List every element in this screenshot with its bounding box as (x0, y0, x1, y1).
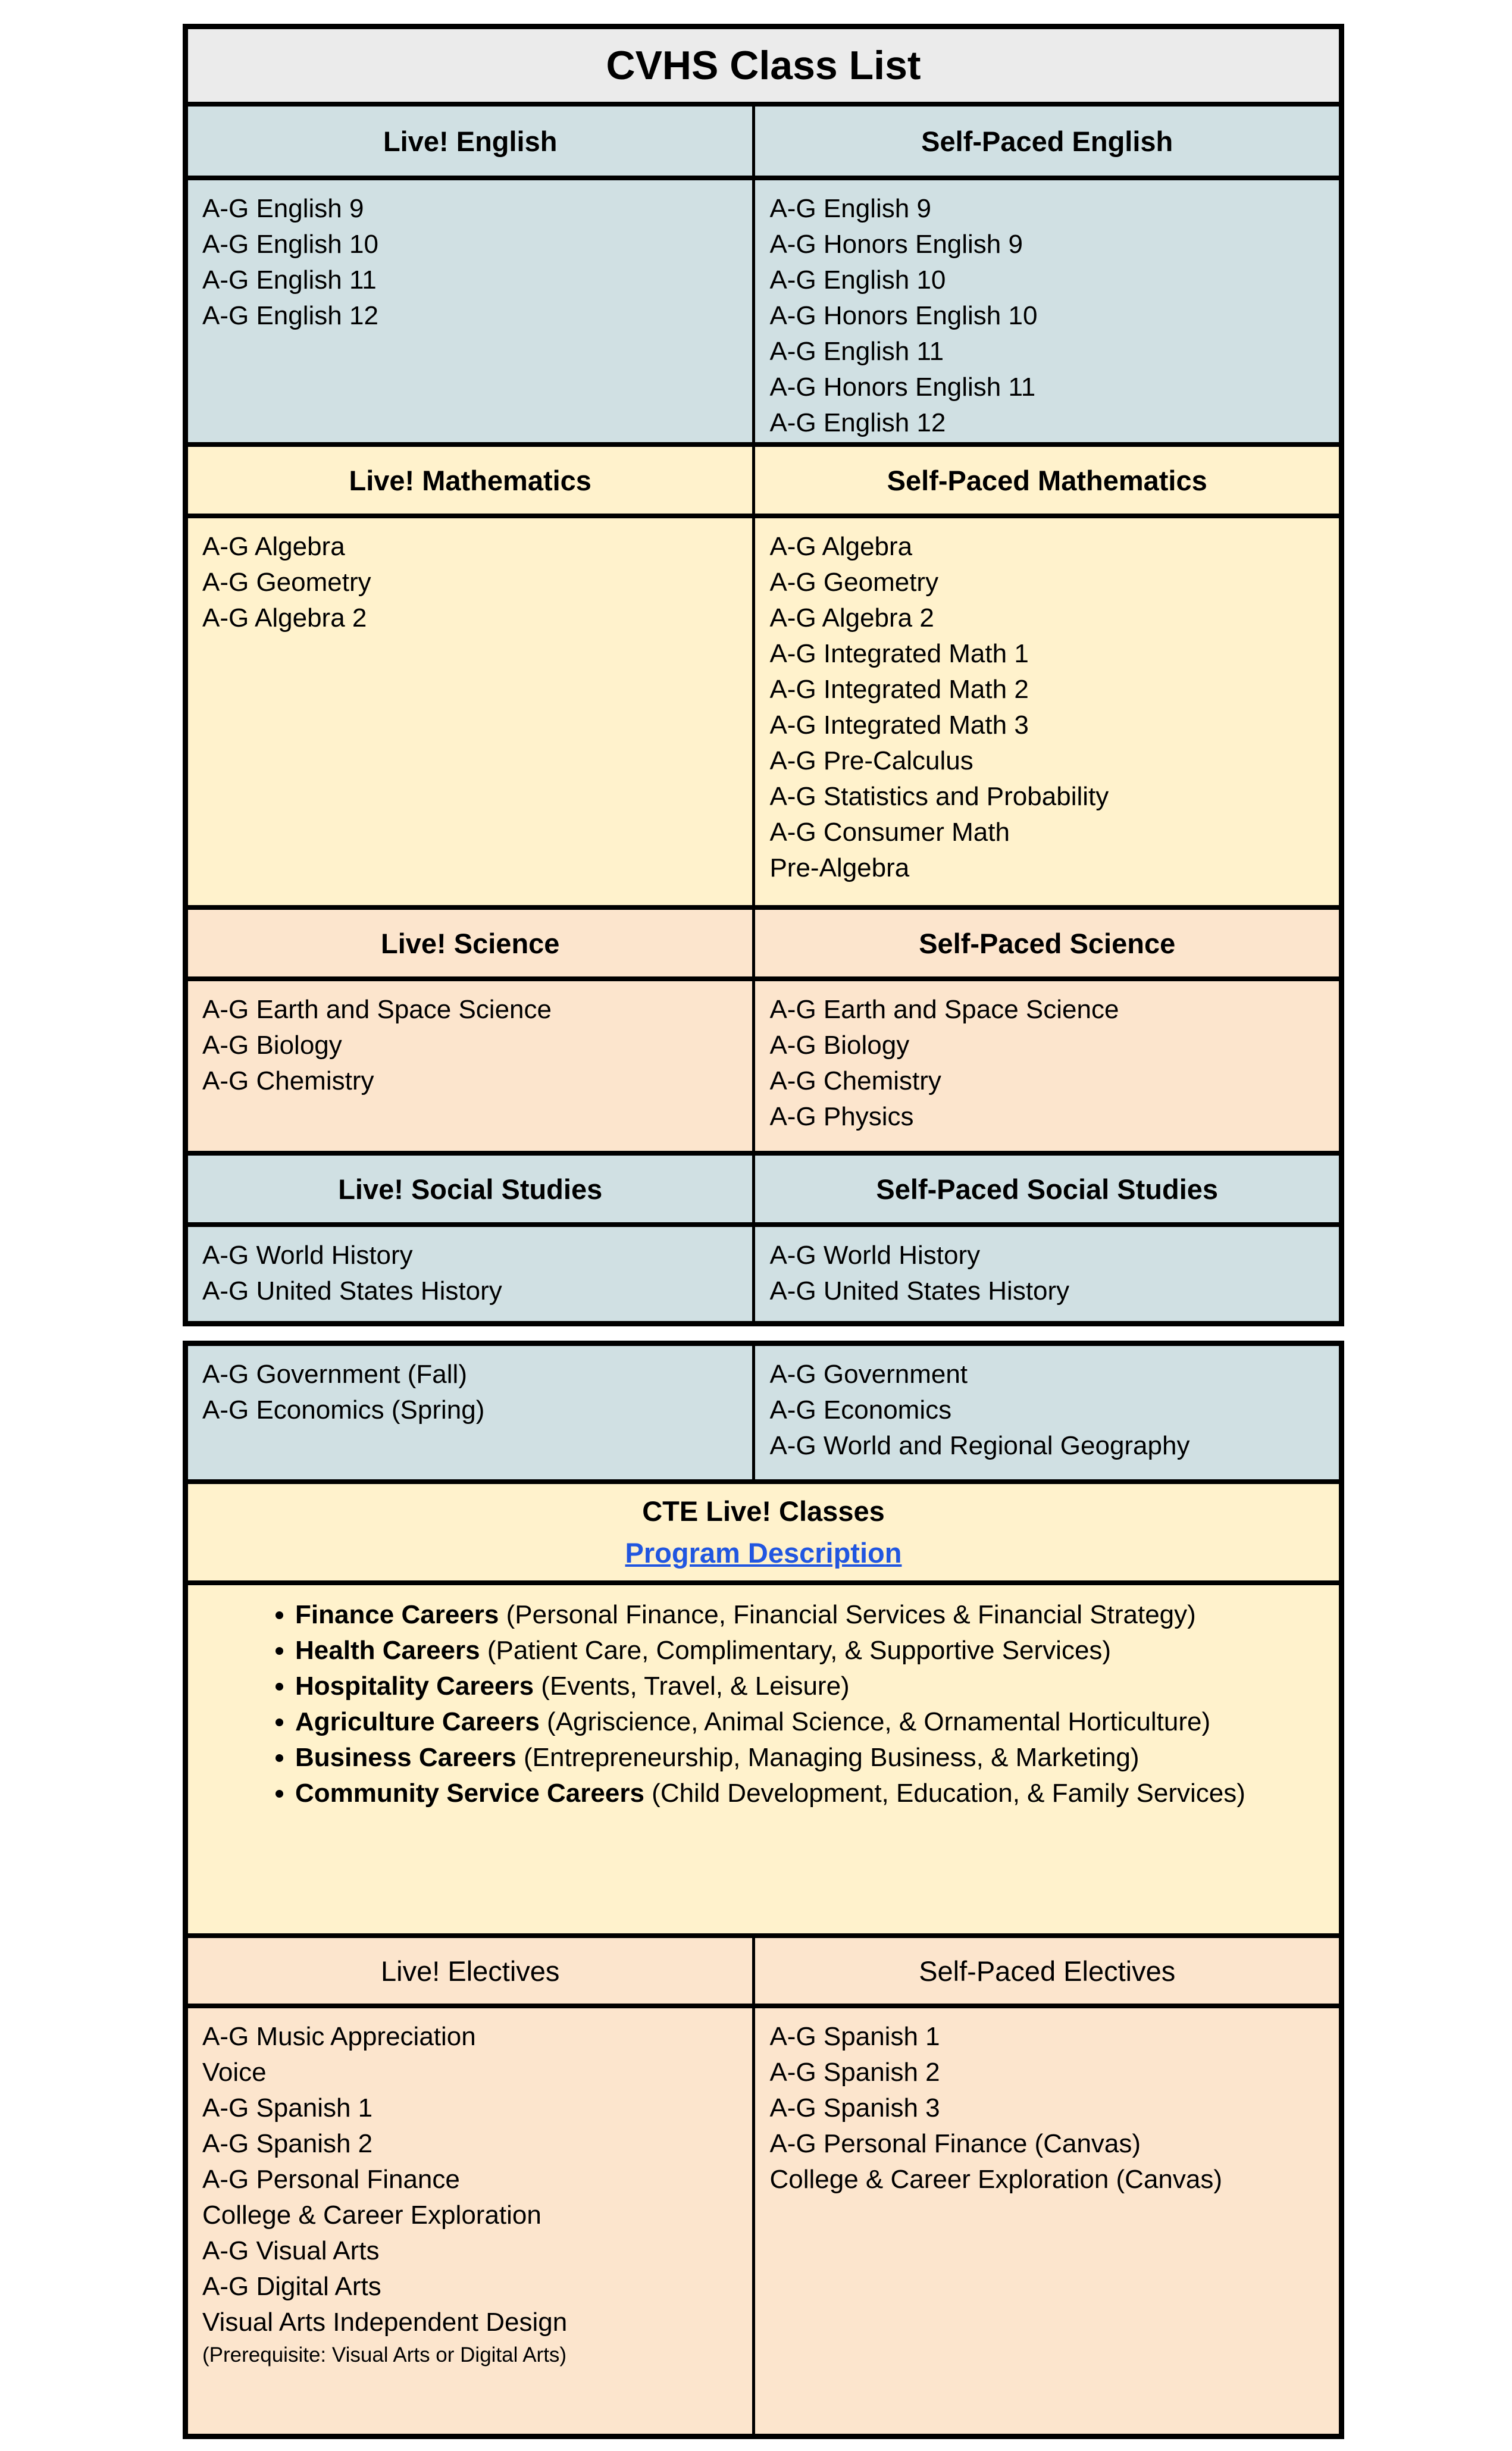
row-science-headers (188, 910, 1339, 981)
class-item: A-G Biology (202, 1031, 342, 1060)
program-description-link[interactable]: Program Description (625, 1537, 902, 1569)
class-item: A-G Spanish 1 (769, 2022, 940, 2051)
bullet-lead: Community Service Careers (295, 1779, 644, 1808)
header-cell-right-mathematics-headers (755, 447, 1339, 514)
class-list-right-science-lists (755, 981, 1339, 1151)
class-item: A-G Integrated Math 3 (769, 710, 1029, 740)
class-item: A-G Spanish 2 (202, 2129, 373, 2158)
header-cell-right-electives-headers (755, 1938, 1339, 2004)
section-header-label: Live! English (383, 125, 558, 157)
class-item: Pre-Algebra (769, 853, 910, 882)
section-header-label: Live! Mathematics (349, 464, 591, 496)
class-list-left-mathematics-lists (188, 518, 755, 905)
class-item: A-G Integrated Math 1 (769, 639, 1029, 668)
header-cell-left-mathematics-headers (188, 447, 755, 514)
header-cell-left-electives-headers (188, 1938, 755, 2004)
class-item: A-G Government (769, 1360, 968, 1389)
header-cell-right-science-headers (755, 910, 1339, 976)
row-social-studies-headers (188, 1156, 1339, 1227)
class-list-left-social-studies-lists (188, 1227, 755, 1321)
cte-bullet-item (295, 1633, 1301, 1669)
bullet-lead: Agriculture Careers (295, 1707, 540, 1736)
class-item: A-G Integrated Math 2 (769, 675, 1029, 704)
list-cells (188, 518, 1339, 905)
class-item: A-G Statistics and Probability (769, 782, 1109, 811)
class-list-left-social-studies-2-lists (188, 1346, 755, 1479)
section-header-label: Live! Social Studies (338, 1173, 603, 1205)
cte-section-title: CTE Live! Classes (642, 1495, 885, 1527)
cte-bullet-item (295, 1776, 1301, 1811)
class-item: A-G World History (769, 1241, 981, 1270)
class-table-upper (183, 24, 1344, 1326)
row-science-lists (188, 981, 1339, 1156)
class-item: A-G Pre-Calculus (769, 746, 973, 775)
prerequisite-note: (Prerequisite: Visual Arts or Digital Arts) (202, 2343, 567, 2367)
row-mathematics-headers (188, 447, 1339, 518)
class-item: A-G Earth and Space Science (202, 995, 552, 1024)
bullet-lead: Health Careers (295, 1636, 480, 1665)
row-cte-bullets (188, 1585, 1339, 1938)
class-list-left-electives-lists (188, 2008, 755, 2434)
header-cells (188, 447, 1339, 514)
class-item: A-G Algebra (202, 532, 345, 561)
section-header-label: Self-Paced English (921, 125, 1173, 157)
class-item: A-G Spanish 3 (769, 2093, 940, 2123)
header-cells (188, 910, 1339, 976)
list-cells (188, 2008, 1339, 2434)
page-title: CVHS Class List (606, 43, 921, 88)
header-cells (188, 1938, 1339, 2004)
class-item: Visual Arts Independent Design (202, 2308, 568, 2337)
header-cell-left-science-headers (188, 910, 755, 976)
class-item: A-G English 11 (202, 265, 377, 295)
class-item: A-G English 11 (769, 337, 944, 366)
class-item: College & Career Exploration (202, 2200, 541, 2230)
class-list-right-electives-lists (755, 2008, 1339, 2434)
class-item: A-G Algebra 2 (202, 603, 367, 633)
class-item: A-G Spanish 1 (202, 2093, 373, 2123)
class-item: A-G Economics (769, 1395, 952, 1425)
section-header-label: Live! Electives (381, 1955, 560, 1987)
row-electives-headers (188, 1938, 1339, 2008)
class-item: A-G Chemistry (769, 1066, 941, 1095)
header-cell-left-english-headers (188, 107, 755, 176)
class-item: A-G Geometry (202, 568, 371, 597)
section-header-label: Self-Paced Social Studies (876, 1173, 1219, 1205)
bullet-detail: (Agriscience, Animal Science, & Ornamental Horticulture) (539, 1707, 1211, 1736)
class-item: A-G Economics (Spring) (202, 1395, 485, 1425)
header-cell-right-english-headers (755, 107, 1339, 176)
class-item: A-G English 10 (202, 230, 378, 259)
cte-bullet-list (206, 1597, 1301, 1811)
list-cells (188, 1346, 1339, 1479)
class-list-right-english-lists (755, 180, 1339, 442)
class-item: A-G Visual Arts (202, 2236, 380, 2265)
class-item: A-G English 10 (769, 265, 946, 295)
cte-bullet-item (295, 1669, 1301, 1704)
class-item: A-G Music Appreciation (202, 2022, 476, 2051)
class-item: A-G Honors English 9 (769, 230, 1023, 259)
class-item: A-G Personal Finance (202, 2165, 460, 2194)
row-social-studies-2-lists (188, 1346, 1339, 1484)
row-english-lists (188, 180, 1339, 447)
bullet-lead: Business Careers (295, 1743, 516, 1772)
bullet-detail: (Events, Travel, & Leisure) (534, 1671, 850, 1701)
class-item: A-G Geometry (769, 568, 939, 597)
class-list-right-social-studies-2-lists (755, 1346, 1339, 1479)
section-header-label: Live! Science (381, 927, 560, 959)
class-list-right-social-studies-lists (755, 1227, 1339, 1321)
class-item: A-G Algebra (769, 532, 913, 561)
class-item: A-G Biology (769, 1031, 910, 1060)
class-item: College & Career Exploration (Canvas) (769, 2165, 1223, 2194)
class-item: A-G Digital Arts (202, 2272, 381, 2301)
bullet-lead: Finance Careers (295, 1600, 499, 1629)
list-cells (188, 1227, 1339, 1321)
document (183, 24, 1344, 2439)
class-item: Voice (202, 2058, 267, 2087)
class-item: A-G United States History (769, 1276, 1070, 1306)
header-cell-right-social-studies-headers (755, 1156, 1339, 1222)
class-list-left-science-lists (188, 981, 755, 1151)
class-item: A-G Government (Fall) (202, 1360, 467, 1389)
section-header-label: Self-Paced Science (919, 927, 1176, 959)
cte-bullet-item (295, 1740, 1301, 1776)
header-cells (188, 1156, 1339, 1222)
class-item: A-G Honors English 10 (769, 301, 1038, 330)
class-item: A-G Earth and Space Science (769, 995, 1119, 1024)
list-cells (188, 180, 1339, 442)
section-header-label: Self-Paced Electives (919, 1955, 1176, 1987)
row-cte-header (188, 1484, 1339, 1585)
class-item: A-G World History (202, 1241, 413, 1270)
row-electives-lists (188, 2008, 1339, 2434)
class-item: A-G World and Regional Geography (769, 1431, 1190, 1460)
class-item: A-G Physics (769, 1102, 914, 1131)
class-item: A-G Chemistry (202, 1066, 374, 1095)
page-break-gap (183, 1326, 1344, 1341)
bullet-detail: (Patient Care, Complimentary, & Supportive Services) (480, 1636, 1112, 1665)
bullet-detail: (Entrepreneurship, Managing Business, & Marketing) (516, 1743, 1140, 1772)
row-mathematics-lists (188, 518, 1339, 910)
class-item: A-G English 9 (769, 194, 931, 223)
section-header-label: Self-Paced Mathematics (887, 464, 1207, 496)
row-social-studies-lists (188, 1227, 1339, 1321)
class-item: A-G English 12 (769, 408, 946, 437)
bullet-detail: (Child Development, Education, & Family Services) (644, 1779, 1245, 1808)
class-item: A-G English 9 (202, 194, 364, 223)
class-list-right-mathematics-lists (755, 518, 1339, 905)
bullet-detail: (Personal Finance, Financial Services & Financial Strategy) (499, 1600, 1196, 1629)
cte-bullet-item (295, 1704, 1301, 1740)
class-item: A-G Personal Finance (Canvas) (769, 2129, 1141, 2158)
header-cell-left-social-studies-headers (188, 1156, 755, 1222)
class-item: A-G Honors English 11 (769, 372, 1036, 402)
class-item: A-G Spanish 2 (769, 2058, 940, 2087)
class-item: A-G English 12 (202, 301, 378, 330)
row-title (188, 29, 1339, 107)
class-table-lower (183, 1341, 1344, 2439)
list-cells (188, 981, 1339, 1151)
class-item: A-G Consumer Math (769, 818, 1010, 847)
bullet-lead: Hospitality Careers (295, 1671, 534, 1701)
header-cells (188, 107, 1339, 176)
class-item: A-G Algebra 2 (769, 603, 934, 633)
class-item: A-G United States History (202, 1276, 502, 1306)
class-list-left-english-lists (188, 180, 755, 442)
cte-bullet-item (295, 1597, 1301, 1633)
row-english-headers (188, 107, 1339, 180)
